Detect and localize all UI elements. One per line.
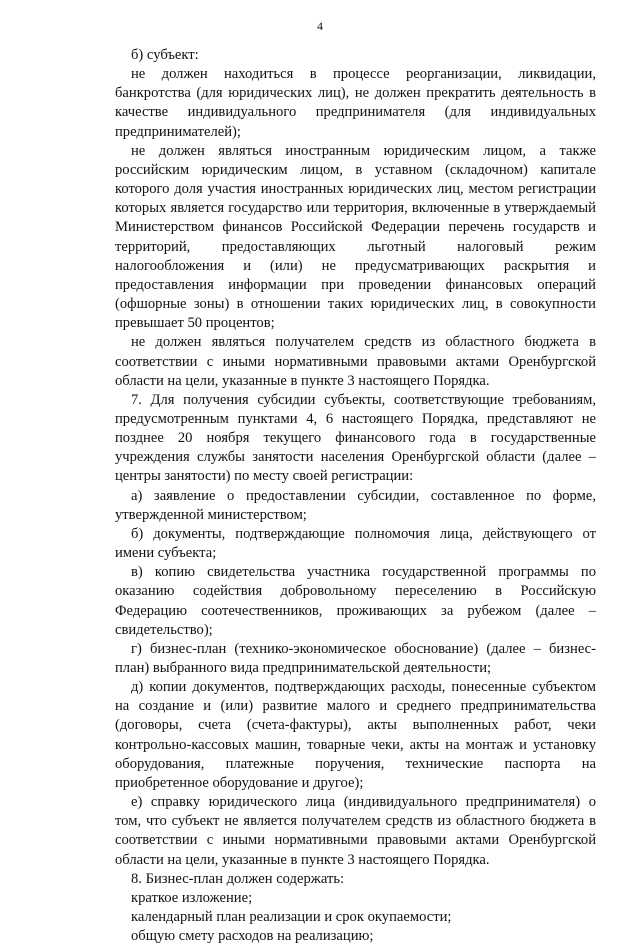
- paragraph-no-other-funding: не должен являться получателем средств из областного бюджета в соответствии с иными нормативными правовыми актами Оренбургской области на цели, указанные в пункте 3 настоящего Порядка.: [115, 334, 596, 389]
- paragraph-item-7d: д) копии документов, подтверждающих расходы, понесенные субъектом на создание и (или) развитие малого и среднего предпринимательства (договоры, счета (счета-фактуры), акты выполненных работ, чеки контрольно-кассовых машин, товарные чеки, акты на монтаж и установку оборудования, платежные поручения, технические паспорта на приобретенное оборудование и другое);: [115, 679, 596, 791]
- paragraph-cost-estimate: общую смету расходов на реализацию;: [131, 928, 374, 945]
- paragraph-item-7b: б) документы, подтверждающие полномочия лица, действующего от имени субъекта;: [115, 525, 596, 562]
- paragraph-item-8: 8. Бизнес-план должен содержать:: [131, 870, 345, 887]
- paragraph-subject-heading: б) субъект:: [131, 47, 199, 63]
- paragraph-item-7e: е) справку юридического лица (индивидуального предпринимателя) о том, что субъект не является получателем средств из областного бюджета в соответствии с иными нормативными правовыми актами Оренбургской области на цели, указанные в пункте 3 настоящего Порядка.: [115, 794, 596, 868]
- paragraph-summary: краткое изложение;: [131, 889, 253, 906]
- paragraph-no-reorganization: не должен находиться в процессе реорганизации, ликвидации, банкротства (для юридических лиц), не должен прекратить деятельность в качестве индивидуального предпринимателя (для индивидуальных предпринимателей);: [115, 66, 596, 140]
- paragraph-calendar-plan: календарный план реализации и срок окупаемости;: [131, 909, 452, 926]
- paragraph-no-foreign-entity: не должен являться иностранным юридическим лицом, а также российским юридическим лицом, в уставном (складочном) капитале которого доля участия иностранных юридических лиц, местом регистрации которых является государство или территория, включенные в утверждаемый Министерством финансов Российской Федерации перечень государств и территорий, предоставляющих льготный налоговый режим налогообложения и (или) не предусматривающих раскрытия и предоставления информации при проведении финансовых операций (офшорные зоны) в отношении таких юридических лиц, в совокупности превышает 50 процентов;: [115, 142, 596, 332]
- paragraph-item-7a: а) заявление о предоставлении субсидии, составленное по форме, утвержденной министерством;: [115, 487, 596, 523]
- paragraph-item-7g: г) бизнес-план (технико-экономическое обоснование) (далее – бизнес-план) выбранного вида предпринимательской деятельности;: [115, 640, 596, 676]
- document-body: [115, 46, 596, 946]
- page-number: 4: [317, 19, 323, 33]
- paragraph-item-7v: в) копию свидетельства участника государственной программы по оказанию содействия добровольному переселению в Российскую Федерацию соотечественников, проживающих за рубежом (далее – свидетельство);: [115, 564, 596, 638]
- paragraph-item-7: 7. Для получения субсидии субъекты, соответствующие требованиям, предусмотренным пунктами 4, 6 настоящего Порядка, представляют не позднее 20 ноября текущего финансового года в государственные учреждения службы занятости населения Оренбургской области (далее – центры занятости) по месту своей регистрации:: [115, 391, 596, 485]
